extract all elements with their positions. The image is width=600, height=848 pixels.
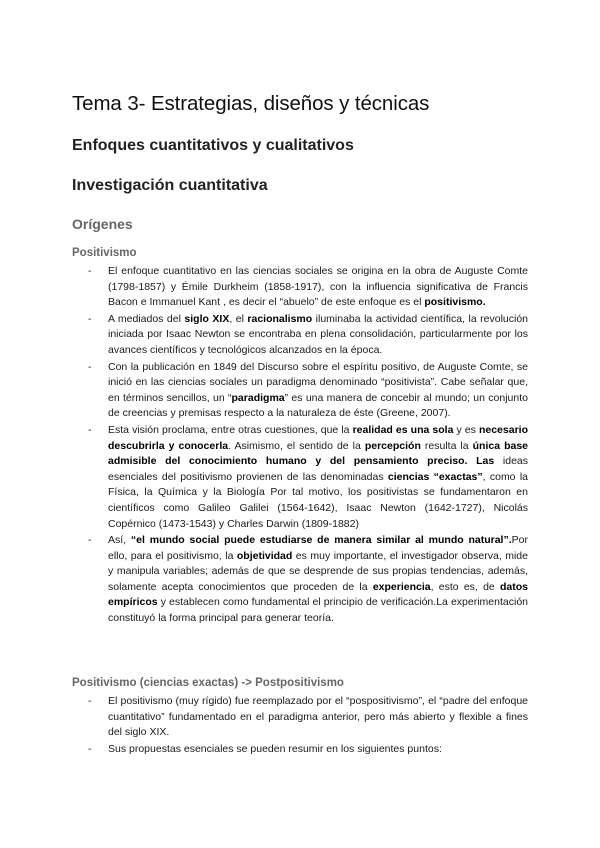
list-item: - Con la publicación en 1849 del Discurso sobre el espíritu positivo, de Auguste Comte, se inició en las ciencias sociales un paradigma denominado “positivista”. Cabe señalar que, en términos sencillos, un “paradigma” es una manera de concebir al mundo; un conjunto de creencias y premisas respecto a la naturaleza de éste (Greene, 2007).: [88, 360, 528, 422]
list-item: - Así, “el mundo social puede estudiarse de manera similar al mundo natural”.Por ello, para el positivismo, la objetividad es muy importante, el investigador observa, mide y manipula variables; además de que se desprende de sus propias tendencias, además, solamente acepta conocimientos que proceden de la experiencia, esto es, de datos empíricos y establecen como fundamental el principio de verificación.La experimentación constituyó la forma principal para generar teoría.: [88, 533, 528, 627]
list-item: - A mediados del siglo XIX, el racionalismo iluminaba la actividad científica, la revolución iniciada por Isaac Newton se encontraba en plena consolidación, particularmente por los avances científicos y tecnológicos alcanzados en la época.: [88, 312, 528, 359]
list-item: - Sus propuestas esenciales se pueden resumir en los siguientes puntos:: [88, 742, 528, 758]
positivismo-heading: Positivismo: [72, 247, 137, 259]
list-item: - El enfoque cuantitativo en las ciencias sociales se origina en la obra de Auguste Comte (1798-1857) y Émile Durkheim (1858-1917), con la influencia significativa de Francis Bacon e Immanuel Kant , es decir el “abuelo” de este enfoque es el positivismo.: [88, 264, 528, 311]
postpositivismo-heading: Positivismo (ciencias exactas) -> Postpositivismo: [72, 677, 344, 689]
list-item: - Esta visión proclama, entre otras cuestiones, que la realidad es una sola y es necesario descubrirla y conocerla. Asimismo, el sentido de la percepción resulta la única base admisible del conocimiento humano y del pensamiento preciso. Las ideas esenciales del positivismo provienen de las denominadas ciencias “exactas”, como la Física, la Química y la Biología Por tal motivo, los positivistas se fundamentaron en científicos como Galileo Galilei (1564-1642), Isaac Newton (1642-1727), Nicolás Copérnico (1473-1543) y Charles Darwin (1809-1882): [88, 423, 528, 532]
section-heading: Investigación cuantitativa: [72, 177, 268, 194]
postpositivismo-list: [88, 694, 528, 758]
subsection-heading: Orígenes: [72, 216, 133, 232]
positivismo-list: [88, 264, 528, 628]
list-item: - El positivismo (muy rígido) fue reemplazado por el “pospositivismo”, el “padre del enfoque cuantitativo” fundamentado en el paradigma anterior, pero más abierto y flexible a fines del siglo XIX.: [88, 694, 528, 741]
document-subtitle: Enfoques cuantitativos y cualitativos: [72, 137, 354, 154]
document-title: Tema 3- Estrategias, diseños y técnicas: [72, 92, 430, 115]
